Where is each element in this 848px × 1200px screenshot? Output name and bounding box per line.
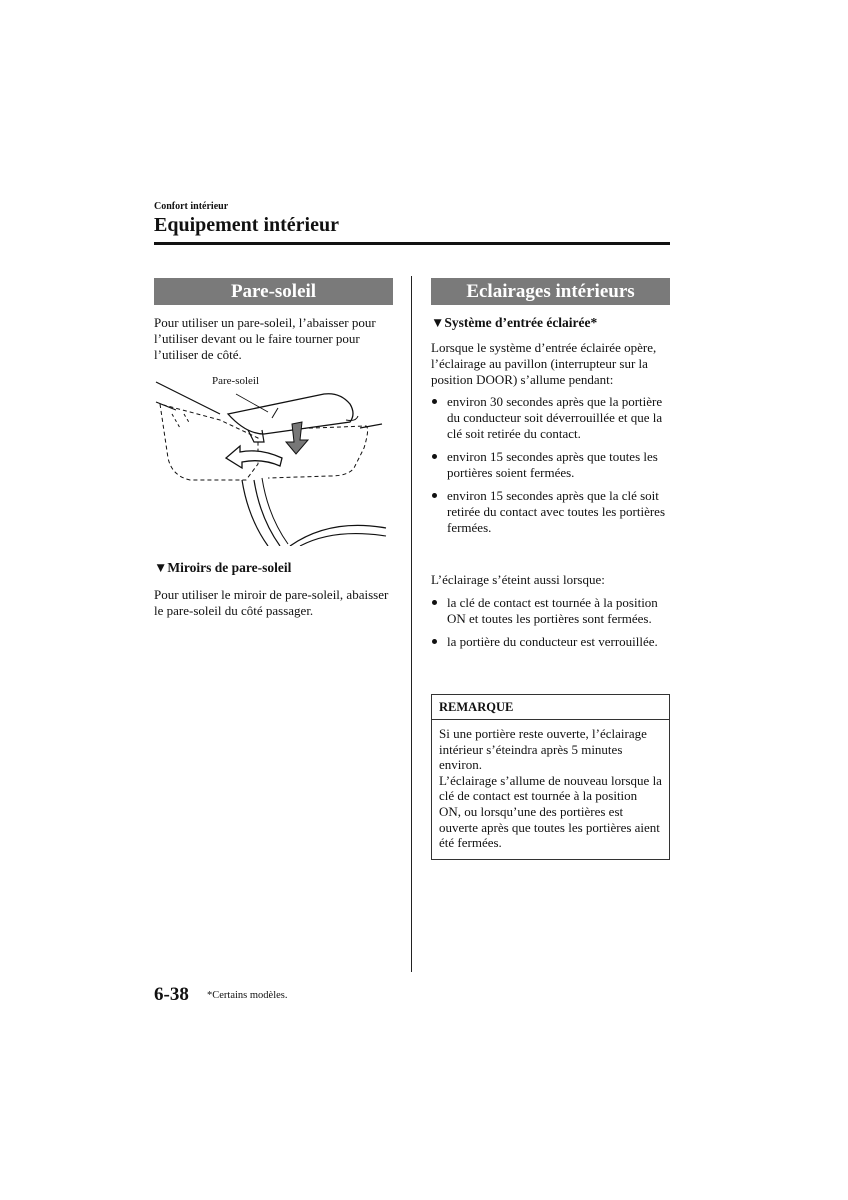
list-item-text: environ 30 secondes après que la portière du conducteur soit déverrouillée et que la clé soit retirée du contact. [447,394,663,441]
list-item-text: environ 15 secondes après que toutes les portières soient fermées. [447,449,658,480]
page-number: 6-38 [154,984,189,1005]
section-title-pare-soleil: Pare-soleil [154,278,393,305]
list-item [431,488,671,536]
entry-list [431,394,671,543]
bullet-icon [432,399,437,404]
bullet-icon [432,600,437,605]
note-heading: REMARQUE [432,695,669,720]
list-item [431,595,671,627]
off-intro: L’éclairage s’éteint aussi lorsque: [431,572,605,587]
sun-visor-drawing [150,368,394,546]
column-divider [411,276,412,972]
bullet-icon [432,454,437,459]
mirror-text: Pour utiliser le miroir de pare-soleil, abaisser le pare-soleil du côté passager. [154,587,389,618]
bullet-icon [432,493,437,498]
list-item [431,449,671,481]
list-item [431,394,671,442]
entry-intro: Lorsque le système d’entrée éclairée opère, l’éclairage au pavillon (interrupteur sur la position DOOR) s’allume pendant: [431,340,657,387]
footnote: *Certains modèles. [207,990,288,1001]
section-title-eclairages: Eclairages intérieurs [431,278,670,305]
bullet-icon [432,639,437,644]
list-item-text: environ 15 secondes après que la clé soit retirée du contact avec toutes les portières fermées. [447,488,666,535]
list-item-text: la portière du conducteur est verrouillée. [447,634,658,649]
mirror-heading: ▼Miroirs de pare-soleil [154,560,292,575]
title-rule [154,242,670,245]
note-text: Si une portière reste ouverte, l’éclairage intérieur s’éteindra après 5 minutes environ. L’éclairage s’allume de nouveau lorsque la clé de contact est tournée à la position ON, ou lorsqu’une des portières est ouverte après que toutes les portières aient été fermées. [439,726,662,851]
entry-heading: ▼Système d’entrée éclairée* [431,315,598,330]
off-list [431,595,671,657]
page-title: Equipement intérieur [154,214,339,236]
list-item [431,634,671,650]
list-item-text: la clé de contact est tournée à la position ON et toutes les portières sont fermées. [447,595,658,626]
illustration-label: Pare-soleil [212,375,260,387]
sun-visor-illustration [150,368,394,546]
breadcrumb: Confort intérieur [154,201,229,212]
pare-soleil-intro: Pour utiliser un pare-soleil, l’abaisser pour l’utiliser devant ou le faire tourner pour l’utiliser de côté. [154,315,376,362]
note-box [431,694,670,860]
